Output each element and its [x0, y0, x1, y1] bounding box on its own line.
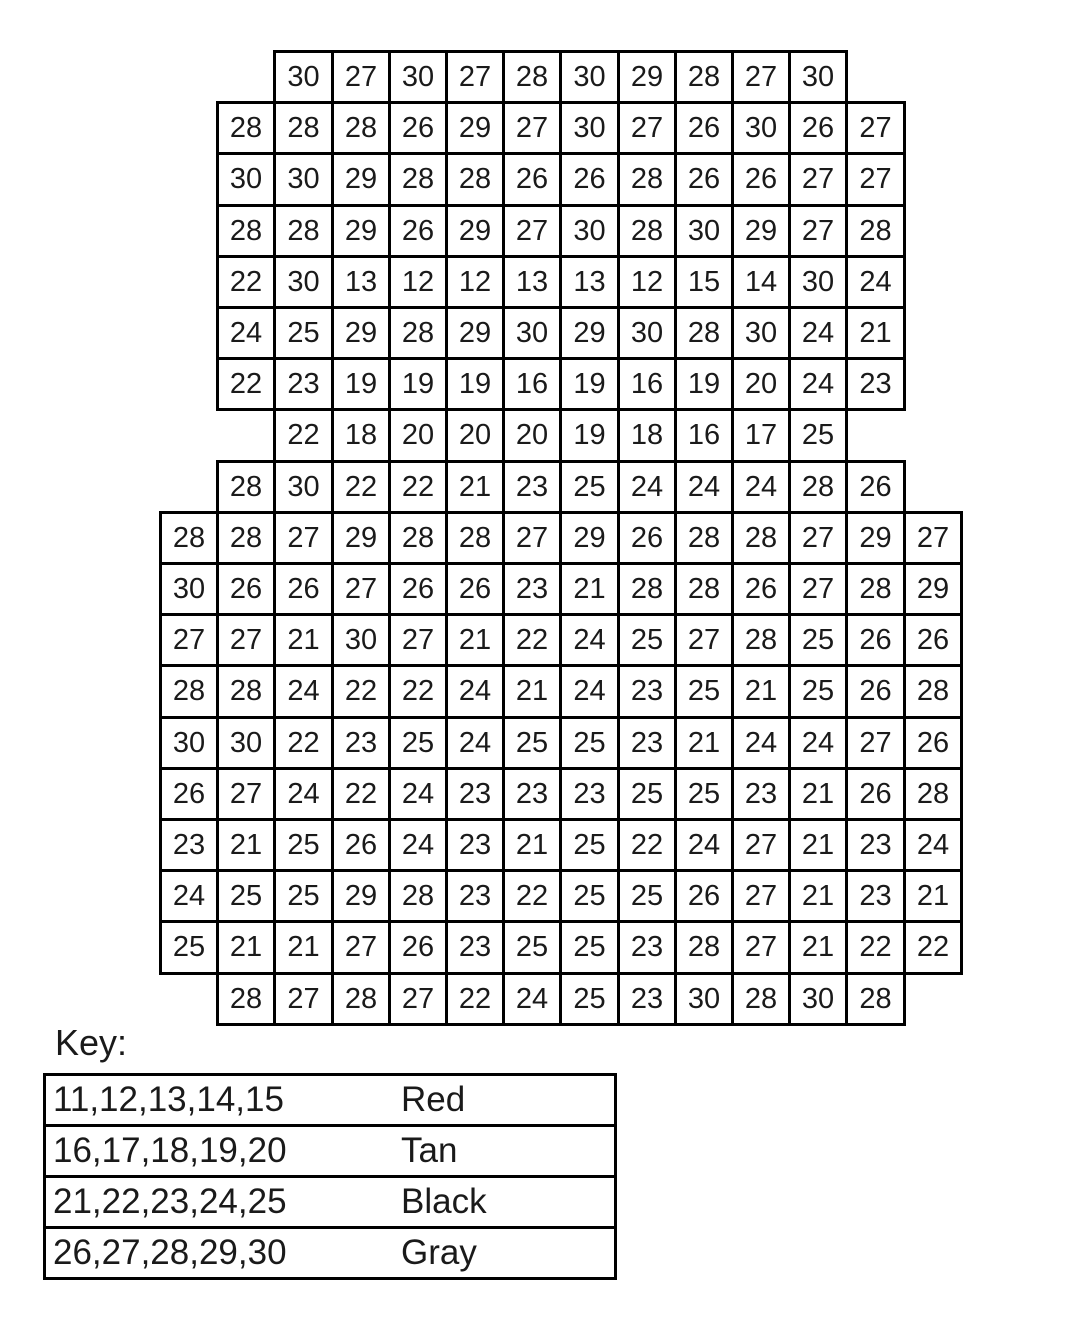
grid-cell: 21 [445, 613, 505, 667]
grid-cell: 21 [788, 869, 848, 923]
grid-cell: 28 [388, 152, 448, 207]
grid-cell: 21 [559, 562, 620, 616]
grid-cell: 26 [388, 204, 448, 258]
grid-cell: 22 [388, 460, 448, 514]
grid-cell: 27 [845, 716, 906, 770]
grid-cell: 30 [216, 716, 276, 770]
grid-cell: 21 [273, 613, 334, 667]
grid-cell: 27 [845, 101, 906, 155]
grid-cell: 29 [331, 204, 391, 258]
grid-cell: 28 [445, 511, 505, 565]
grid-cell: 29 [331, 869, 391, 923]
grid-cell: 21 [731, 664, 791, 719]
grid-cell: 22 [903, 920, 963, 975]
grid-cell: 18 [331, 408, 391, 463]
grid-cell: 27 [159, 613, 219, 667]
grid-cell: 30 [216, 152, 276, 207]
grid-cell: 19 [388, 357, 448, 411]
grid-cell: 30 [731, 306, 791, 360]
key-numbers-tan: 16,17,18,19,20 [53, 1131, 287, 1170]
grid-cell: 26 [731, 562, 791, 616]
key-label: Key: [55, 1022, 128, 1063]
grid-cell: 28 [845, 972, 906, 1026]
grid-cell: 25 [273, 306, 334, 360]
grid-cell: 27 [731, 920, 791, 975]
grid-cell: 25 [159, 920, 219, 975]
grid-cell: 29 [845, 511, 906, 565]
grid-cell: 30 [159, 562, 219, 616]
grid-cell: 28 [216, 664, 276, 719]
grid-cell: 27 [388, 613, 448, 667]
key-numbers-black: 21,22,23,24,25 [53, 1182, 287, 1221]
grid-cell: 28 [216, 972, 276, 1026]
grid-cell: 29 [903, 562, 963, 616]
grid-cell: 28 [388, 511, 448, 565]
grid-cell: 28 [159, 664, 219, 719]
grid-cell: 28 [216, 511, 276, 565]
grid-cell: 30 [273, 50, 334, 104]
grid-cell: 29 [331, 152, 391, 207]
grid-cell: 24 [788, 357, 848, 411]
grid-cell: 20 [502, 408, 562, 463]
grid-cell: 26 [445, 562, 505, 616]
grid-cell: 25 [273, 818, 334, 872]
key-color-tan: Tan [401, 1131, 458, 1170]
grid-cell: 28 [617, 152, 677, 207]
grid-cell: 16 [617, 357, 677, 411]
grid-cell: 27 [731, 50, 791, 104]
grid-cell: 30 [674, 204, 734, 258]
grid-cell: 20 [445, 408, 505, 463]
grid-cell: 27 [731, 869, 791, 923]
grid-cell: 26 [388, 562, 448, 616]
grid-cell: 21 [502, 664, 562, 719]
grid-cell: 28 [159, 511, 219, 565]
grid-cell: 25 [559, 972, 620, 1026]
grid-cell: 21 [445, 460, 505, 514]
grid-cell: 25 [617, 869, 677, 923]
grid-cell: 25 [559, 920, 620, 975]
grid-cell: 28 [731, 511, 791, 565]
key-numbers-gray: 26,27,28,29,30 [53, 1233, 287, 1272]
grid-cell: 24 [617, 460, 677, 514]
grid-cell: 26 [903, 716, 963, 770]
grid-cell: 28 [331, 972, 391, 1026]
grid-cell: 19 [331, 357, 391, 411]
grid-cell: 27 [617, 101, 677, 155]
grid-cell: 28 [273, 204, 334, 258]
grid-cell: 27 [388, 972, 448, 1026]
grid-cell: 23 [845, 357, 906, 411]
grid-cell: 20 [388, 408, 448, 463]
grid-cell: 30 [674, 972, 734, 1026]
grid-cell: 24 [674, 460, 734, 514]
grid-cell: 28 [788, 460, 848, 514]
grid-cell: 27 [731, 818, 791, 872]
grid-cell: 16 [674, 408, 734, 463]
grid-cell: 24 [216, 306, 276, 360]
grid-cell: 27 [216, 767, 276, 821]
grid-cell: 23 [617, 920, 677, 975]
grid-cell: 27 [788, 204, 848, 258]
grid-cell: 30 [559, 101, 620, 155]
grid-cell: 28 [674, 50, 734, 104]
grid-cell: 27 [845, 152, 906, 207]
grid-cell: 23 [445, 920, 505, 975]
grid-cell: 23 [445, 869, 505, 923]
key-color-red: Red [401, 1080, 466, 1119]
grid-cell: 25 [674, 767, 734, 821]
grid-cell: 23 [159, 818, 219, 872]
grid-cell: 28 [674, 511, 734, 565]
grid-cell: 27 [273, 972, 334, 1026]
grid-cell: 30 [273, 460, 334, 514]
grid-cell: 24 [903, 818, 963, 872]
grid-cell: 27 [788, 511, 848, 565]
grid-cell: 14 [731, 255, 791, 309]
key-row-gray [46, 1229, 614, 1277]
grid-cell: 27 [788, 562, 848, 616]
grid-cell: 27 [903, 511, 963, 565]
grid-cell: 21 [903, 869, 963, 923]
grid-cell: 22 [845, 920, 906, 975]
grid-cell: 22 [331, 460, 391, 514]
grid-cell: 15 [674, 255, 734, 309]
grid-cell: 30 [559, 204, 620, 258]
grid-cell: 12 [445, 255, 505, 309]
grid-cell: 22 [216, 255, 276, 309]
grid-cell: 25 [559, 869, 620, 923]
grid-cell: 23 [559, 767, 620, 821]
grid-cell: 23 [617, 664, 677, 719]
grid-cell: 28 [731, 613, 791, 667]
grid-cell: 28 [216, 460, 276, 514]
key-color-black: Black [401, 1182, 487, 1221]
grid-cell: 12 [388, 255, 448, 309]
grid-cell: 26 [845, 460, 906, 514]
grid-cell: 24 [273, 664, 334, 719]
grid-cell: 26 [502, 152, 562, 207]
grid-cell: 19 [559, 357, 620, 411]
grid-cell: 30 [273, 255, 334, 309]
grid-cell: 30 [731, 101, 791, 155]
grid-cell: 21 [788, 920, 848, 975]
grid-cell: 28 [903, 664, 963, 719]
grid-cell: 22 [331, 767, 391, 821]
grid-cell: 21 [845, 306, 906, 360]
grid-cell: 28 [674, 920, 734, 975]
grid-cell: 26 [617, 511, 677, 565]
grid-cell: 21 [788, 818, 848, 872]
grid-cell: 21 [674, 716, 734, 770]
grid-cell: 24 [159, 869, 219, 923]
grid-cell: 19 [674, 357, 734, 411]
grid-cell: 22 [273, 408, 334, 463]
grid-cell: 30 [559, 50, 620, 104]
grid-cell: 22 [617, 818, 677, 872]
grid-cell: 25 [502, 716, 562, 770]
grid-cell: 27 [502, 204, 562, 258]
grid-cell: 27 [331, 920, 391, 975]
grid-cell: 25 [216, 869, 276, 923]
grid-cell: 27 [445, 50, 505, 104]
grid-cell: 27 [273, 511, 334, 565]
grid-cell: 25 [617, 767, 677, 821]
grid-cell: 23 [445, 818, 505, 872]
grid-cell: 26 [788, 101, 848, 155]
grid-cell: 30 [617, 306, 677, 360]
grid-cell: 13 [331, 255, 391, 309]
grid-cell: 22 [273, 716, 334, 770]
grid-cell: 24 [273, 767, 334, 821]
grid-cell: 25 [788, 613, 848, 667]
grid-cell: 27 [502, 511, 562, 565]
grid-cell: 17 [731, 408, 791, 463]
grid-cell: 28 [502, 50, 562, 104]
grid-cell: 23 [502, 562, 562, 616]
grid-cell: 30 [388, 50, 448, 104]
grid-cell: 16 [502, 357, 562, 411]
grid-cell: 28 [674, 306, 734, 360]
grid-cell: 27 [788, 152, 848, 207]
grid-cell: 26 [674, 101, 734, 155]
grid-cell: 30 [788, 255, 848, 309]
grid-cell: 29 [445, 204, 505, 258]
grid-cell: 24 [674, 818, 734, 872]
grid-cell: 28 [273, 101, 334, 155]
grid-cell: 30 [788, 50, 848, 104]
grid-cell: 20 [731, 357, 791, 411]
grid-cell: 29 [445, 306, 505, 360]
grid-cell: 28 [617, 562, 677, 616]
grid-cell: 28 [845, 562, 906, 616]
grid-cell: 23 [617, 716, 677, 770]
grid-cell: 24 [559, 613, 620, 667]
grid-cell: 25 [559, 818, 620, 872]
grid-cell: 25 [674, 664, 734, 719]
grid-cell: 25 [788, 664, 848, 719]
grid-cell: 24 [502, 972, 562, 1026]
grid-cell: 19 [559, 408, 620, 463]
grid-cell: 26 [845, 664, 906, 719]
grid-cell: 26 [559, 152, 620, 207]
grid-cell: 23 [845, 869, 906, 923]
grid-cell: 23 [502, 460, 562, 514]
key-color-gray: Gray [401, 1233, 477, 1272]
grid-cell: 21 [216, 818, 276, 872]
grid-cell: 26 [845, 767, 906, 821]
grid-cell: 26 [388, 920, 448, 975]
grid-cell: 24 [388, 818, 448, 872]
grid-cell: 30 [159, 716, 219, 770]
grid-cell: 21 [216, 920, 276, 975]
grid-cell: 22 [388, 664, 448, 719]
grid-cell: 26 [674, 869, 734, 923]
grid-cell: 23 [845, 818, 906, 872]
grid-cell: 26 [331, 818, 391, 872]
grid-cell: 13 [559, 255, 620, 309]
grid-cell: 25 [559, 460, 620, 514]
grid-cell: 22 [502, 869, 562, 923]
grid-cell: 27 [502, 101, 562, 155]
grid-cell: 30 [273, 152, 334, 207]
grid-cell: 22 [502, 613, 562, 667]
grid-cell: 25 [559, 716, 620, 770]
grid-cell: 29 [559, 306, 620, 360]
grid-cell: 24 [445, 664, 505, 719]
grid-cell: 21 [788, 767, 848, 821]
grid-cell: 28 [731, 972, 791, 1026]
grid-cell: 21 [273, 920, 334, 975]
grid-cell: 29 [445, 101, 505, 155]
grid-cell: 29 [731, 204, 791, 258]
grid-cell: 24 [845, 255, 906, 309]
grid-cell: 30 [331, 613, 391, 667]
grid-cell: 29 [617, 50, 677, 104]
grid-cell: 27 [331, 562, 391, 616]
grid-cell: 26 [273, 562, 334, 616]
grid-cell: 27 [674, 613, 734, 667]
grid-cell: 13 [502, 255, 562, 309]
grid-cell: 29 [559, 511, 620, 565]
grid-cell: 26 [674, 152, 734, 207]
grid-cell: 28 [216, 204, 276, 258]
grid-cell: 22 [216, 357, 276, 411]
grid-cell: 28 [845, 204, 906, 258]
grid-cell: 30 [788, 972, 848, 1026]
grid-cell: 24 [788, 716, 848, 770]
grid-cell: 28 [617, 204, 677, 258]
grid-cell: 25 [502, 920, 562, 975]
key-row-black [46, 1178, 614, 1229]
grid-cell: 19 [445, 357, 505, 411]
grid-cell: 23 [617, 972, 677, 1026]
grid-cell: 21 [502, 818, 562, 872]
grid-cell: 26 [903, 613, 963, 667]
grid-cell: 12 [617, 255, 677, 309]
grid-cell: 25 [617, 613, 677, 667]
grid-cell: 25 [788, 408, 848, 463]
grid-cell: 27 [216, 613, 276, 667]
grid-cell: 24 [559, 664, 620, 719]
grid-cell: 23 [331, 716, 391, 770]
grid-cell: 26 [388, 101, 448, 155]
grid-cell: 27 [331, 50, 391, 104]
grid-cell: 22 [331, 664, 391, 719]
grid-cell: 22 [445, 972, 505, 1026]
grid-cell: 28 [216, 101, 276, 155]
grid-cell: 30 [502, 306, 562, 360]
grid-cell: 23 [273, 357, 334, 411]
grid-cell: 26 [845, 613, 906, 667]
grid-cell: 24 [731, 716, 791, 770]
grid-cell: 28 [388, 869, 448, 923]
grid-cell: 26 [159, 767, 219, 821]
grid-cell: 23 [731, 767, 791, 821]
grid-cell: 28 [331, 101, 391, 155]
key-row-tan [46, 1127, 614, 1178]
key-table [43, 1073, 617, 1280]
grid-cell: 23 [502, 767, 562, 821]
grid-cell: 24 [445, 716, 505, 770]
key-numbers-red: 11,12,13,14,15 [53, 1080, 284, 1119]
grid-cell: 29 [331, 306, 391, 360]
grid-cell: 26 [731, 152, 791, 207]
grid-cell: 24 [788, 306, 848, 360]
grid-cell: 29 [331, 511, 391, 565]
grid-cell: 26 [216, 562, 276, 616]
grid-cell: 23 [445, 767, 505, 821]
grid-cell: 24 [731, 460, 791, 514]
grid-cell: 28 [903, 767, 963, 821]
key-row-red [46, 1076, 614, 1127]
grid-cell: 25 [273, 869, 334, 923]
grid-cell: 28 [388, 306, 448, 360]
grid-cell: 18 [617, 408, 677, 463]
grid-cell: 28 [445, 152, 505, 207]
grid-cell: 28 [674, 562, 734, 616]
grid-cell: 25 [388, 716, 448, 770]
grid-cell: 24 [388, 767, 448, 821]
